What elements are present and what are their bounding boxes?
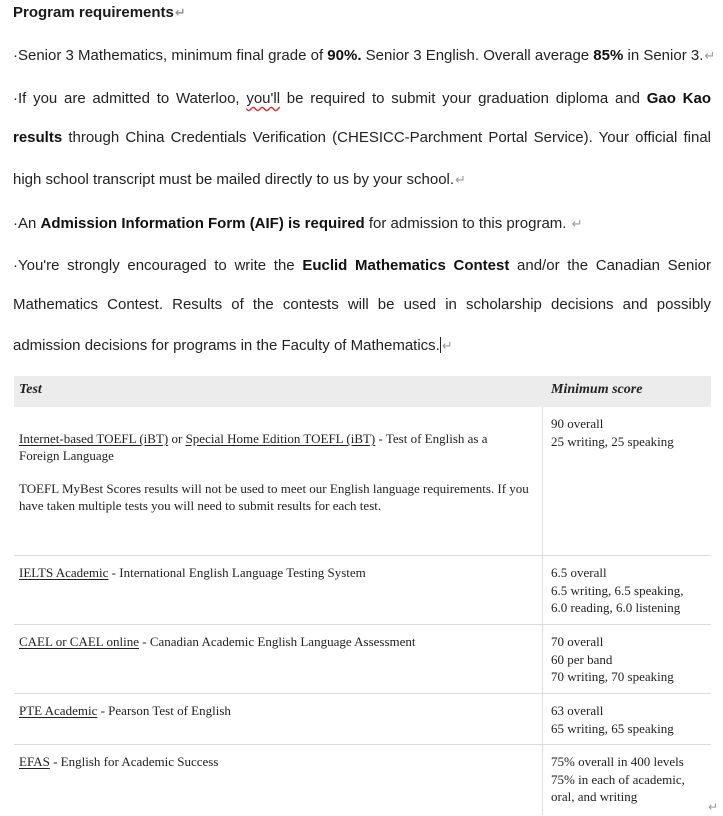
bullet4-line2-text: Mathematics Contest. Results of the contests will be used in scholarship decisions and possibly xyxy=(13,296,711,313)
cael-link[interactable]: CAEL or CAEL online xyxy=(19,634,139,649)
ielts-academic-link[interactable]: IELTS Academic xyxy=(19,565,109,580)
bullet4-line1-text1: ·You're strongly encouraged to write the xyxy=(13,257,303,274)
row-divider xyxy=(14,555,711,556)
table-row-efas-test xyxy=(19,753,531,770)
table-header-row xyxy=(14,376,711,407)
bullet2-line1-text1: ·If you are admitted to Waterloo, xyxy=(13,90,247,107)
score-line: 6.5 overall xyxy=(551,565,607,580)
score-line: 63 overall xyxy=(551,703,604,718)
bullet1-bold-grade: 90%. xyxy=(327,47,362,64)
toefl-home-edition-link[interactable]: Special Home Edition TOEFL (iBT) xyxy=(185,431,376,446)
bullet2-bold-results: results xyxy=(13,129,63,146)
table-row-toefl-scores xyxy=(551,415,711,450)
paragraph-mark-icon: ↵ xyxy=(571,216,583,231)
table-row-cael-scores xyxy=(551,633,711,686)
score-line: 6.0 reading, 6.0 listening xyxy=(551,600,681,615)
bullet4-bold-euclid: Euclid Mathematics Contest xyxy=(302,257,510,274)
bullet2-line1-text2: be required to submit your graduation diploma and xyxy=(280,90,647,107)
paragraph-mark-icon: ↵ xyxy=(174,5,186,20)
table-header-minimum-score: Minimum score xyxy=(551,382,643,397)
table-row-cael-test xyxy=(19,633,531,650)
score-line: 75% in each of academic, xyxy=(551,771,685,787)
row-divider xyxy=(14,744,711,745)
toefl-note: TOEFL MyBest Scores results will not be used to meet our English language requirements. If you have taken multiple tests you will need to submit results for each test. xyxy=(19,481,529,513)
cael-description: - Canadian Academic English Language Assessment xyxy=(139,634,416,649)
score-line: 70 overall xyxy=(551,634,604,649)
score-line: 90 overall xyxy=(551,416,604,431)
text-cursor xyxy=(440,337,441,353)
bullet1-text3: in Senior 3. xyxy=(623,47,704,64)
paragraph-mark-icon: ↵ xyxy=(441,338,453,353)
bullet1-text1: ·Senior 3 Mathematics, minimum final grade of xyxy=(13,47,328,64)
toefl-or-text: or xyxy=(168,431,186,446)
table-row-pte-scores xyxy=(551,702,711,737)
bullet2-spellcheck-word: you'll xyxy=(246,90,281,107)
bullet1-bold-average: 85% xyxy=(593,47,624,64)
bullet3-bold-aif: Admission Information Form (AIF) is required xyxy=(40,215,365,232)
bullet1-text2: Senior 3 English. Overall average xyxy=(361,47,594,64)
table-header-test: Test xyxy=(19,382,42,397)
table-row-pte-test xyxy=(19,702,531,719)
table-row-toefl-test xyxy=(19,430,531,514)
score-line: oral, and writing xyxy=(551,789,638,804)
row-divider xyxy=(14,624,711,625)
bullet4-line1-text2: and/or the Canadian Senior xyxy=(509,257,711,274)
score-line: 6.5 writing, 6.5 speaking, xyxy=(551,582,684,598)
table-row-efas-scores xyxy=(551,753,711,806)
pte-description: - Pearson Test of English xyxy=(97,703,231,718)
efas-link[interactable]: EFAS xyxy=(19,754,50,769)
efas-description: - English for Academic Success xyxy=(49,754,219,769)
column-divider xyxy=(542,407,543,815)
score-line: 75% overall in 400 levels xyxy=(551,754,684,769)
ielts-description: - International English Language Testing System xyxy=(108,565,366,580)
pte-academic-link[interactable]: PTE Academic xyxy=(19,703,98,718)
score-line: 70 writing, 70 speaking xyxy=(551,669,674,684)
bullet2-line3-text: high school transcript must be mailed directly to us by your school. xyxy=(13,171,455,188)
toefl-description: - Test of English as a Foreign Language xyxy=(19,431,488,463)
paragraph-mark-icon: ↵ xyxy=(704,48,716,63)
score-line: 65 writing, 65 speaking xyxy=(551,720,674,736)
bullet2-line2-text: through China Credentials Verification (CHESICC-Parchment Portal Service). Your official final xyxy=(62,129,711,146)
bullet3-text2: for admission to this program. xyxy=(364,215,571,232)
end-paragraph-mark-icon: ↵ xyxy=(708,800,719,814)
bullet2-bold-gaokao: Gao Kao xyxy=(646,90,712,107)
bullet3-text1: ·An xyxy=(13,215,41,232)
table-row-ielts-test xyxy=(19,564,531,581)
section-heading xyxy=(13,4,186,21)
heading-text: Program requirements xyxy=(13,4,174,21)
bullet4-line3-text: admission decisions for programs in the Faculty of Mathematics. xyxy=(13,337,440,354)
score-line: 60 per band xyxy=(551,651,613,667)
toefl-ibt-link[interactable]: Internet-based TOEFL (iBT) xyxy=(19,431,169,446)
table-row-ielts-scores xyxy=(551,564,711,617)
row-divider xyxy=(14,693,711,694)
paragraph-mark-icon: ↵ xyxy=(455,172,466,187)
score-line: 25 writing, 25 speaking xyxy=(551,433,674,449)
